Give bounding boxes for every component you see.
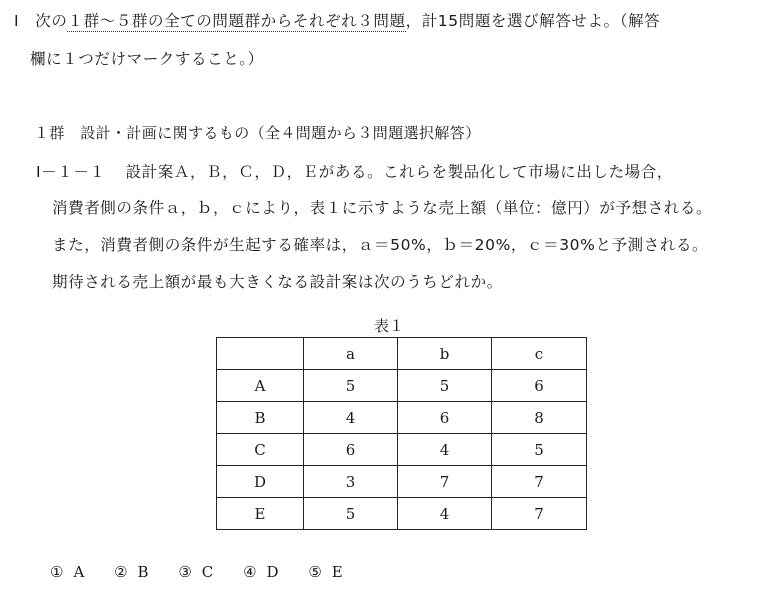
table-row xyxy=(217,498,587,530)
choice-5[interactable] xyxy=(308,563,342,581)
question-first-line xyxy=(36,160,673,182)
choice-number: ③ xyxy=(178,563,192,581)
header-cell-empty xyxy=(217,338,304,370)
table-cell: 7 xyxy=(492,498,587,530)
sales-table xyxy=(216,337,587,530)
question-text-line-3: また，消費者側の条件が生起する確率は，ａ＝50%，ｂ＝20%，ｃ＝30%と予測される。 xyxy=(52,236,709,254)
row-label: B xyxy=(217,402,304,434)
table-cell: 8 xyxy=(492,402,587,434)
section-heading: １群 設計・計画に関するもの（全４問題から３問題選択解答） xyxy=(34,124,481,142)
table-header-row xyxy=(217,338,587,370)
row-label: A xyxy=(217,370,304,402)
row-label: C xyxy=(217,434,304,466)
table-cell: 5 xyxy=(304,370,398,402)
instruction-prefix: Ⅰ 次の xyxy=(14,12,68,30)
instruction-emphasis: １群～５群の全ての問題群からそれぞれ３問題 xyxy=(67,12,406,30)
table-cell: 3 xyxy=(304,466,398,498)
table-cell: 5 xyxy=(492,434,587,466)
choice-number: ② xyxy=(114,563,128,581)
table-cell: 6 xyxy=(398,402,492,434)
choice-label: A xyxy=(73,563,85,581)
table-row xyxy=(217,370,587,402)
table-cell: 4 xyxy=(398,434,492,466)
table-cell: 5 xyxy=(398,370,492,402)
choice-3[interactable] xyxy=(178,563,213,581)
table-row xyxy=(217,434,587,466)
table-cell: 4 xyxy=(398,498,492,530)
table-cell: 4 xyxy=(304,402,398,434)
table-row xyxy=(217,402,587,434)
choice-label: E xyxy=(331,563,343,581)
row-label: D xyxy=(217,466,304,498)
row-label: E xyxy=(217,498,304,530)
table-cell: 7 xyxy=(398,466,492,498)
question-text-line-4: 期待される売上額が最も大きくなる設計案は次のうちどれか。 xyxy=(52,273,503,291)
table-caption: 表１ xyxy=(374,317,405,335)
choice-4[interactable] xyxy=(243,563,278,581)
instruction-suffix: ，計15問題を選び解答せよ。（解答 xyxy=(405,12,661,30)
question-number: Ⅰ－１－１ xyxy=(36,163,106,181)
choice-label: D xyxy=(266,563,279,581)
choice-2[interactable] xyxy=(114,563,148,581)
instruction-line-1 xyxy=(14,9,660,31)
header-cell-a: a xyxy=(304,338,398,370)
choice-number: ④ xyxy=(243,563,257,581)
choice-label: C xyxy=(201,563,214,581)
choice-label: B xyxy=(137,563,149,581)
table-cell: 7 xyxy=(492,466,587,498)
question-text-line-2: 消費者側の条件ａ，ｂ，ｃにより，表１に示すような売上額（単位：億円）が予想される。 xyxy=(52,199,713,217)
question-text-line-1: 設計案Ａ，Ｂ，Ｃ，Ｄ，Ｅがある。これらを製品化して市場に出した場合， xyxy=(125,163,673,181)
table-cell: 5 xyxy=(304,498,398,530)
choice-number: ① xyxy=(50,563,64,581)
header-cell-b: b xyxy=(398,338,492,370)
choice-number: ⑤ xyxy=(308,563,322,581)
instruction-line-2: 欄に１つだけマークすること。） xyxy=(30,50,264,68)
choice-1[interactable] xyxy=(50,563,84,581)
table-cell: 6 xyxy=(492,370,587,402)
table-row xyxy=(217,466,587,498)
header-cell-c: c xyxy=(492,338,587,370)
table-cell: 6 xyxy=(304,434,398,466)
answer-choices xyxy=(50,563,368,581)
